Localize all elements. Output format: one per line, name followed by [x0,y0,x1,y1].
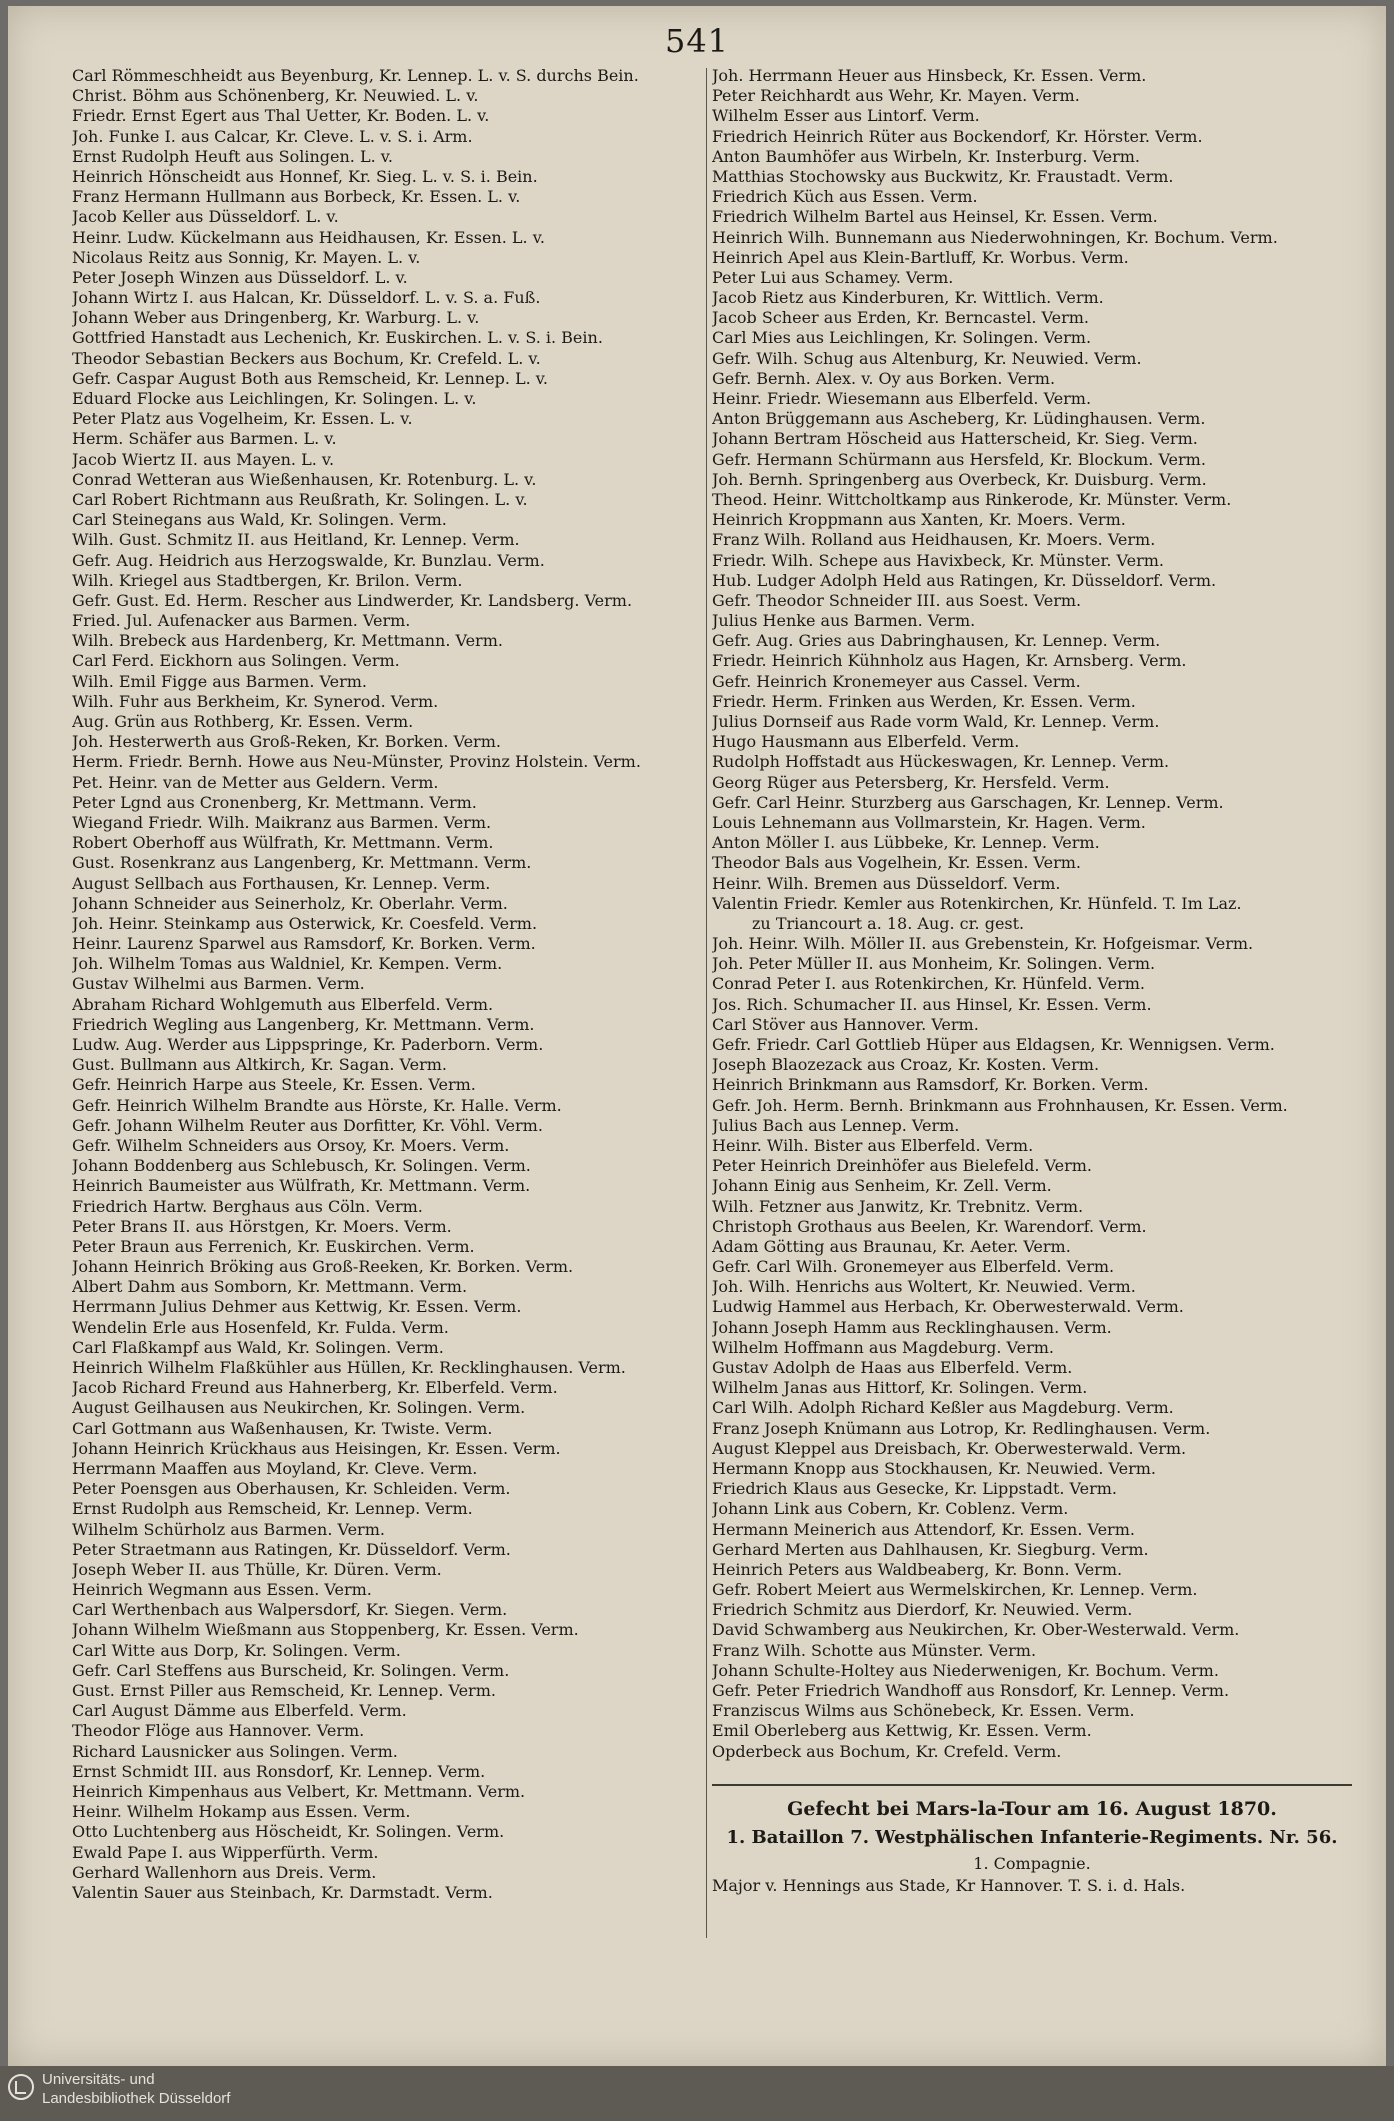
ulb-logo-icon [8,2074,34,2100]
list-item: Wilh. Brebeck aus Hardenberg, Kr. Mettmann. Verm. [72,631,503,651]
list-item: Hermann Meinerich aus Attendorf, Kr. Essen. Verm. [712,1519,1135,1539]
list-item: Friedrich Hartw. Berghaus aus Cöln. Verm. [72,1196,423,1216]
list-item: Theod. Heinr. Wittcholtkamp aus Rinkerode, Kr. Münster. Verm. [712,489,1232,509]
list-item: Herm. Schäfer aus Barmen. L. v. [72,429,337,449]
list-item: Gerhard Wallenhorn aus Dreis. Verm. [72,1862,377,1882]
list-item: Wilh. Fetzner aus Janwitz, Kr. Trebnitz. Verm. [712,1196,1084,1216]
list-item: Gefr. Wilh. Schug aus Altenburg, Kr. Neuwied. Verm. [712,348,1142,368]
list-item: Gefr. Joh. Herm. Bernh. Brinkmann aus Frohnhausen, Kr. Essen. Verm. [712,1095,1288,1115]
list-item: Peter Lgnd aus Cronenberg, Kr. Mettmann. Verm. [72,792,477,812]
list-item: Nicolaus Reitz aus Sonnig, Kr. Mayen. L. v. [72,247,421,267]
list-item: Heinrich Kroppmann aus Xanten, Kr. Moers. Verm. [712,510,1126,530]
list-item: Gefr. Aug. Heidrich aus Herzogswalde, Kr. Bunzlau. Verm. [72,550,545,570]
list-item: Gefr. Robert Meiert aus Wermelskirchen, Kr. Lennep. Verm. [712,1580,1198,1600]
list-item: Heinr. Ludw. Kückelmann aus Heidhausen, Kr. Essen. L. v. [72,227,545,247]
section-entries [712,1876,1352,1896]
list-item: Peter Braun aus Ferrenich, Kr. Euskirchen. Verm. [72,1236,475,1256]
list-item: Fried. Jul. Aufenacker aus Barmen. Verm. [72,611,411,631]
list-item: Hugo Hausmann aus Elberfeld. Verm. [712,732,1020,752]
list-item: Valentin Sauer aus Steinbach, Kr. Darmstadt. Verm. [72,1882,493,1902]
list-item: Heinr. Friedr. Wiesemann aus Elberfeld. Verm. [712,389,1092,408]
list-item: Conrad Peter I. aus Rotenkirchen, Kr. Hünfeld. Verm. [712,974,1145,994]
list-item: Friedrich Klaus aus Gesecke, Kr. Lippstadt. Verm. [712,1479,1117,1499]
list-item: Anton Baumhöfer aus Wirbeln, Kr. Insterburg. Verm. [712,146,1140,166]
list-item: Carl August Dämme aus Elberfeld. Verm. [72,1701,407,1721]
list-item: Johann Schulte-Holtey aus Niederwenigen, Kr. Bochum. Verm. [712,1660,1219,1680]
list-item: Franz Wilh. Schotte aus Münster. Verm. [712,1640,1037,1660]
battalion-heading: 1. Bataillon 7. Westphälischen Infanterie-Regiments. Nr. 56. [726,1826,1338,1848]
list-item: Carl Witte aus Dorp, Kr. Solingen. Verm. [72,1640,401,1660]
list-item: Gefr. Peter Friedrich Wandhoff aus Ronsdorf, Kr. Lennep. Verm. [712,1681,1230,1700]
list-item: Carl Römmeschheidt aus Beyenburg, Kr. Lennep. L. v. S. durchs Bein. [72,66,639,85]
list-item: Hub. Ludger Adolph Held aus Ratingen, Kr. Düsseldorf. Verm. [712,570,1217,590]
list-item: Ernst Rudolph aus Remscheid, Kr. Lennep. Verm. [72,1499,473,1519]
list-item: Jacob Scheer aus Erden, Kr. Berncastel. Verm. [712,308,1089,328]
list-item: Gerhard Merten aus Dahlhausen, Kr. Siegburg. Verm. [712,1539,1149,1559]
list-item: Heinr. Laurenz Sparwel aus Ramsdorf, Kr. Borken. Verm. [72,934,536,954]
list-item: Carl Gottmann aus Waßenhausen, Kr. Twiste. Verm. [72,1418,493,1438]
list-item: Christ. Böhm aus Schönenberg, Kr. Neuwied. L. v. [72,86,479,106]
list-item: Gefr. Carl Heinr. Sturzberg aus Garschagen, Kr. Lennep. Verm. [712,792,1224,812]
list-item: Ernst Schmidt III. aus Ronsdorf, Kr. Lennep. Verm. [72,1761,486,1781]
list-item: Opderbeck aus Bochum, Kr. Crefeld. Verm. [712,1741,1062,1761]
list-item: Wilhelm Esser aus Lintorf. Verm. [712,106,980,126]
column-divider [706,68,707,1938]
list-item: Peter Heinrich Dreinhöfer aus Bielefeld. Verm. [712,1156,1092,1176]
list-item: Gefr. Carl Steffens aus Burscheid, Kr. Solingen. Verm. [72,1660,510,1680]
list-item: Wilh. Gust. Schmitz II. aus Heitland, Kr. Lennep. Verm. [72,530,520,550]
section-divider [712,1784,1352,1786]
list-item: Eduard Flocke aus Leichlingen, Kr. Solingen. L. v. [72,389,477,408]
list-item: Gefr. Friedr. Carl Gottlieb Hüper aus Eldagsen, Kr. Wennigsen. Verm. [712,1035,1275,1054]
list-item: Albert Dahm aus Somborn, Kr. Mettmann. Verm. [72,1277,468,1297]
list-item: Franziscus Wilms aus Schönebeck, Kr. Essen. Verm. [712,1701,1135,1721]
list-item: Wendelin Erle aus Hosenfeld, Kr. Fulda. Verm. [72,1317,449,1337]
list-item: Johann Boddenberg aus Schlebusch, Kr. Solingen. Verm. [72,1156,531,1176]
list-item: Jos. Rich. Schumacher II. aus Hinsel, Kr. Essen. Verm. [712,994,1152,1014]
list-item: Joseph Weber II. aus Thülle, Kr. Düren. Verm. [72,1559,442,1579]
list-item: Theodor Sebastian Beckers aus Bochum, Kr. Crefeld. L. v. [72,348,541,368]
list-item: Franz Joseph Knümann aus Lotrop, Kr. Redlinghausen. Verm. [712,1418,1211,1438]
list-item: Gefr. Heinrich Kronemeyer aus Cassel. Verm. [712,671,1081,691]
list-item: Wilh. Emil Figge aus Barmen. Verm. [72,671,367,691]
list-item: Gefr. Wilhelm Schneiders aus Orsoy, Kr. Moers. Verm. [72,1135,510,1155]
list-item: Otto Luchtenberg aus Höscheidt, Kr. Solingen. Verm. [72,1822,505,1842]
list-item: Johann Link aus Cobern, Kr. Coblenz. Verm. [712,1499,1069,1519]
list-item: Gottfried Hanstadt aus Lechenich, Kr. Euskirchen. L. v. S. i. Bein. [72,328,603,348]
list-item: Johann Wirtz I. aus Halcan, Kr. Düsseldorf. L. v. S. a. Fuß. [72,288,541,308]
list-item: Joh. Hesterwerth aus Groß-Reken, Kr. Borken. Verm. [72,732,501,752]
list-item: Jacob Wiertz II. aus Mayen. L. v. [72,449,335,469]
list-item: Ewald Pape I. aus Wipperfürth. Verm. [72,1842,379,1862]
list-item: Anton Brüggemann aus Ascheberg, Kr. Lüdinghausen. Verm. [712,409,1206,429]
list-item: Carl Ferd. Eickhorn aus Solingen. Verm. [72,651,400,671]
list-item: Heinr. Wilh. Bremen aus Düsseldorf. Verm. [712,873,1061,893]
list-item: Friedrich Wegling aus Langenberg, Kr. Mettmann. Verm. [72,1014,535,1034]
list-item: Johann Schneider aus Seinerholz, Kr. Oberlahr. Verm. [72,893,508,913]
library-footer [0,2066,1394,2121]
list-item: Gustav Adolph de Haas aus Elberfeld. Verm. [712,1358,1073,1377]
list-item: Christoph Grothaus aus Beelen, Kr. Warendorf. Verm. [712,1216,1147,1236]
list-item: Gust. Ernst Piller aus Remscheid, Kr. Lennep. Verm. [72,1681,496,1700]
list-item: Peter Brans II. aus Hörstgen, Kr. Moers. Verm. [72,1216,452,1236]
list-item: Friedr. Ernst Egert aus Thal Uetter, Kr. Boden. L. v. [72,106,490,126]
list-item: Friedr. Heinrich Kühnholz aus Hagen, Kr. Arnsberg. Verm. [712,651,1187,671]
list-item: Heinrich Hönscheidt aus Honnef, Kr. Sieg. L. v. S. i. Bein. [72,166,538,186]
list-item: Gefr. Hermann Schürmann aus Hersfeld, Kr. Blockum. Verm. [712,449,1206,469]
list-item: Julius Bach aus Lennep. Verm. [712,1115,960,1135]
list-item: Peter Poensgen aus Oberhausen, Kr. Schleiden. Verm. [72,1479,511,1499]
footer-line-2: Landesbibliothek Düsseldorf [42,2090,231,2107]
list-item: Gust. Bullmann aus Altkirch, Kr. Sagan. Verm. [72,1055,447,1075]
list-item: Richard Lausnicker aus Solingen. Verm. [72,1741,398,1761]
list-item: Carl Werthenbach aus Walpersdorf, Kr. Siegen. Verm. [72,1600,508,1620]
document-page [8,6,1386,2066]
list-item: Heinrich Baumeister aus Wülfrath, Kr. Mettmann. Verm. [72,1176,531,1196]
list-item: Franz Wilh. Rolland aus Heidhausen, Kr. Moers. Verm. [712,530,1156,550]
list-item: Louis Lehnemann aus Vollmarstein, Kr. Hagen. Verm. [712,812,1146,832]
list-item: Joh. Herrmann Heuer aus Hinsbeck, Kr. Essen. Verm. [712,66,1147,85]
list-item: Friedr. Wilh. Schepe aus Havixbeck, Kr. Münster. Verm. [712,550,1164,570]
list-item: Friedr. Herm. Frinken aus Werden, Kr. Essen. Verm. [712,691,1136,711]
list-item: Gefr. Caspar August Both aus Remscheid, Kr. Lennep. L. v. [72,368,549,388]
list-item: Peter Straetmann aus Ratingen, Kr. Düsseldorf. Verm. [72,1539,511,1559]
list-item: Peter Reichhardt aus Wehr, Kr. Mayen. Verm. [712,86,1080,106]
list-item: Carl Stöver aus Hannover. Verm. [712,1014,979,1034]
list-item: Pet. Heinr. van de Metter aus Geldern. Verm. [72,772,439,792]
list-item: Carl Robert Richtmann aus Reußrath, Kr. Solingen. L. v. [72,489,528,509]
list-item: Gust. Rosenkranz aus Langenberg, Kr. Mettmann. Verm. [72,853,532,873]
list-item: Heinrich Peters aus Waldbeaberg, Kr. Bonn. Verm. [712,1559,1123,1579]
list-item: Hermann Knopp aus Stockhausen, Kr. Neuwied. Verm. [712,1458,1157,1478]
right-column [712,66,1352,1896]
list-item: Adam Götting aus Braunau, Kr. Aeter. Verm. [712,1236,1071,1256]
list-item: Jacob Richard Freund aus Hahnerberg, Kr. Elberfeld. Verm. [72,1378,558,1398]
list-item: Wilhelm Janas aus Hittorf, Kr. Solingen. Verm. [712,1378,1088,1398]
battle-heading: Gefecht bei Mars-la-Tour am 16. August 1870. [787,1797,1277,1820]
list-item: Carl Mies aus Leichlingen, Kr. Solingen. Verm. [712,328,1092,348]
list-item: Anton Möller I. aus Lübbeke, Kr. Lennep. Verm. [712,833,1100,853]
list-item: Theodor Flöge aus Hannover. Verm. [72,1721,365,1741]
list-item: Peter Platz aus Vogelheim, Kr. Essen. L. v. [72,409,413,429]
list-item: Gefr. Heinrich Harpe aus Steele, Kr. Essen. Verm. [72,1075,476,1095]
list-item: Johann Heinrich Bröking aus Groß-Reeken, Kr. Borken. Verm. [72,1257,574,1277]
list-item: zu Triancourt a. 18. Aug. cr. gest. [752,913,1025,933]
list-item: August Sellbach aus Forthausen, Kr. Lennep. Verm. [72,873,491,893]
list-item: Julius Dornseif aus Rade vorm Wald, Kr. Lennep. Verm. [712,712,1160,731]
list-item: Gefr. Theodor Schneider III. aus Soest. Verm. [712,590,1082,610]
list-item: Rudolph Hoffstadt aus Hückeswagen, Kr. Lennep. Verm. [712,752,1170,772]
list-item: Heinrich Wegmann aus Essen. Verm. [72,1580,372,1600]
list-item: Herrmann Julius Dehmer aus Kettwig, Kr. Essen. Verm. [72,1297,522,1317]
list-item: Johann Bertram Höscheid aus Hatterscheid, Kr. Sieg. Verm. [712,429,1198,449]
list-item: Matthias Stochowsky aus Buckwitz, Kr. Fraustadt. Verm. [712,166,1174,186]
list-item: Valentin Friedr. Kemler aus Rotenkirchen, Kr. Hünfeld. T. Im Laz. [712,893,1242,913]
list-item: Jacob Rietz aus Kinderburen, Kr. Wittlich. Verm. [712,288,1104,308]
list-item: Theodor Bals aus Vogelhein, Kr. Essen. Verm. [712,853,1081,873]
list-item: Ernst Rudolph Heuft aus Solingen. L. v. [72,146,393,166]
list-item: Friedrich Heinrich Rüter aus Bockendorf, Kr. Hörster. Verm. [712,126,1203,146]
list-item: Johann Weber aus Dringenberg, Kr. Warburg. L. v. [72,308,480,328]
company-heading: 1. Compagnie. [973,1853,1091,1873]
footer-line-1: Universitäts- und [42,2071,155,2088]
list-item: Heinrich Wilhelm Flaßkühler aus Hüllen, Kr. Recklinghausen. Verm. [72,1358,626,1377]
list-item: Joh. Funke I. aus Calcar, Kr. Cleve. L. v. S. i. Arm. [72,126,473,146]
list-item: Ludwig Hammel aus Herbach, Kr. Oberwesterwald. Verm. [712,1297,1184,1317]
list-item: David Schwamberg aus Neukirchen, Kr. Ober-Westerwald. Verm. [712,1620,1240,1640]
list-item: Abraham Richard Wohlgemuth aus Elberfeld. Verm. [72,994,494,1014]
list-item: Johann Wilhelm Wießmann aus Stoppenberg, Kr. Essen. Verm. [72,1620,579,1640]
list-item: Heinrich Wilh. Bunnemann aus Niederwohningen, Kr. Bochum. Verm. [712,227,1278,247]
list-item: Julius Henke aus Barmen. Verm. [712,611,976,631]
list-item: Gefr. Carl Wilh. Gronemeyer aus Elberfeld. Verm. [712,1257,1115,1277]
list-item: Herm. Friedr. Bernh. Howe aus Neu-Münster, Provinz Holstein. Verm. [72,752,641,772]
list-item: Wilhelm Hoffmann aus Magdeburg. Verm. [712,1337,1054,1357]
list-item: Heinrich Brinkmann aus Ramsdorf, Kr. Borken. Verm. [712,1075,1149,1095]
list-item: Gefr. Aug. Gries aus Dabringhausen, Kr. Lennep. Verm. [712,631,1161,651]
list-item: Gefr. Gust. Ed. Herm. Rescher aus Lindwerder, Kr. Landsberg. Verm. [72,590,633,610]
list-item: Gustav Wilhelmi aus Barmen. Verm. [72,974,365,994]
list-item: Peter Joseph Winzen aus Düsseldorf. L. v. [72,267,408,287]
list-item: Carl Steinegans aus Wald, Kr. Solingen. Verm. [72,510,447,530]
list-item: Carl Flaßkampf aus Wald, Kr. Solingen. Verm. [72,1337,444,1357]
list-item: Gefr. Heinrich Wilhelm Brandte aus Hörste, Kr. Halle. Verm. [72,1095,562,1115]
list-item: Joh. Wilh. Henrichs aus Woltert, Kr. Neuwied. Verm. [712,1277,1136,1297]
list-item: Joh. Peter Müller II. aus Monheim, Kr. Solingen. Verm. [712,954,1156,974]
list-item: Johann Einig aus Senheim, Kr. Zell. Verm. [712,1176,1052,1196]
list-item: Friedrich Küch aus Essen. Verm. [712,187,978,207]
list-item: Heinr. Wilh. Bister aus Elberfeld. Verm. [712,1135,1034,1155]
list-item: Peter Lui aus Schamey. Verm. [712,267,954,287]
list-item: Wiegand Friedr. Wilh. Maikranz aus Barmen. Verm. [72,812,492,832]
list-item: Georg Rüger aus Petersberg, Kr. Hersfeld. Verm. [712,772,1110,792]
list-item: Gefr. Johann Wilhelm Reuter aus Dorfitter, Kr. Vöhl. Verm. [72,1115,543,1135]
list-item: Wilh. Fuhr aus Berkheim, Kr. Synerod. Verm. [72,691,439,711]
list-item: Major v. Hennings aus Stade, Kr Hannover. T. S. i. d. Hals. [712,1875,1186,1895]
list-item: Joh. Wilhelm Tomas aus Waldniel, Kr. Kempen. Verm. [72,954,503,974]
list-item: Conrad Wetteran aus Wießenhausen, Kr. Rotenburg. L. v. [72,469,537,489]
list-item: August Kleppel aus Dreisbach, Kr. Oberwesterwald. Verm. [712,1438,1187,1458]
list-item: Joh. Heinr. Wilh. Möller II. aus Grebenstein, Kr. Hofgeismar. Verm. [712,934,1254,954]
list-item: Carl Wilh. Adolph Richard Keßler aus Magdeburg. Verm. [712,1398,1174,1418]
page-number: 541 [664,22,730,60]
list-item: Aug. Grün aus Rothberg, Kr. Essen. Verm. [72,712,414,731]
list-item: Ludw. Aug. Werder aus Lippspringe, Kr. Paderborn. Verm. [72,1035,544,1054]
list-item: Joseph Blaozezack aus Croaz, Kr. Kosten. Verm. [712,1055,1100,1075]
list-item: Jacob Keller aus Düsseldorf. L. v. [72,207,339,227]
list-item: Heinr. Wilhelm Hokamp aus Essen. Verm. [72,1802,411,1822]
list-item: Emil Oberleberg aus Kettwig, Kr. Essen. Verm. [712,1721,1092,1741]
list-item: Robert Oberhoff aus Wülfrath, Kr. Mettmann. Verm. [72,833,494,853]
left-column [72,66,712,1903]
list-item: Friedrich Schmitz aus Dierdorf, Kr. Neuwied. Verm. [712,1600,1133,1620]
list-item: Heinrich Apel aus Klein-Bartluff, Kr. Worbus. Verm. [712,247,1129,267]
list-item: Franz Hermann Hullmann aus Borbeck, Kr. Essen. L. v. [72,187,521,207]
list-item: Gefr. Bernh. Alex. v. Oy aus Borken. Verm. [712,368,1056,388]
list-item: Johann Heinrich Krückhaus aus Heisingen, Kr. Essen. Verm. [72,1438,561,1458]
list-item: August Geilhausen aus Neukirchen, Kr. Solingen. Verm. [72,1398,526,1418]
list-item: Wilhelm Schürholz aus Barmen. Verm. [72,1519,385,1539]
list-item: Joh. Bernh. Springenberg aus Overbeck, Kr. Duisburg. Verm. [712,469,1207,489]
right-column-entries [712,66,1352,1762]
list-item: Heinrich Kimpenhaus aus Velbert, Kr. Mettmann. Verm. [72,1781,526,1801]
list-item: Herrmann Maaffen aus Moyland, Kr. Cleve. Verm. [72,1458,478,1478]
list-item: Johann Joseph Hamm aus Recklinghausen. Verm. [712,1317,1112,1337]
list-item: Friedrich Wilhelm Bartel aus Heinsel, Kr. Essen. Verm. [712,207,1158,227]
list-item: Joh. Heinr. Steinkamp aus Osterwick, Kr. Coesfeld. Verm. [72,913,538,933]
list-item: Wilh. Kriegel aus Stadtbergen, Kr. Brilon. Verm. [72,570,463,590]
